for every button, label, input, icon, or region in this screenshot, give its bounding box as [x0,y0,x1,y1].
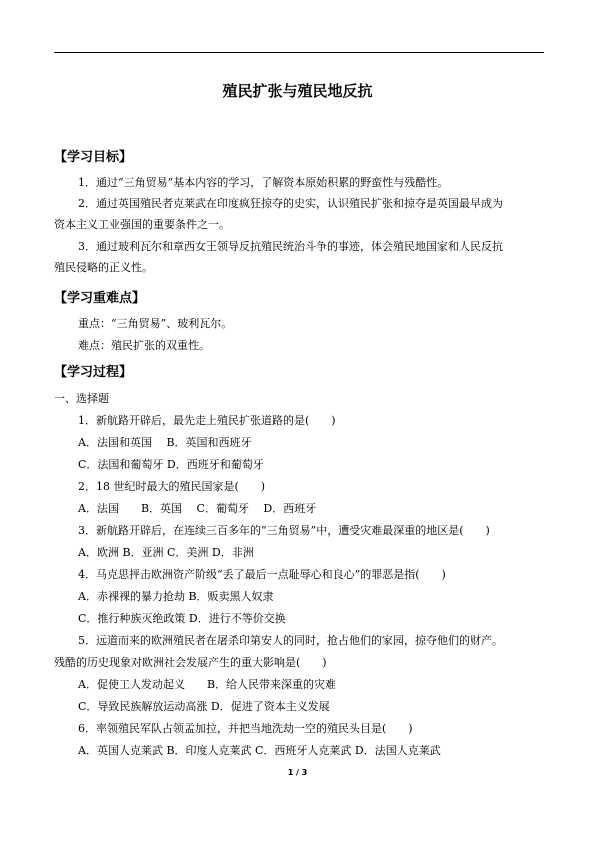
option-line: C．导致民族解放运动高涨 D．促进了资本主义发展 [78,700,330,713]
question-line-continued: 残酷的历史现象对欧洲社会发展产生的重大影响是( ) [54,656,327,669]
goals-heading: 【学习目标】 [54,150,133,165]
goals-line-1: 1．通过“三角贸易”基本内容的学习，了解资本原始积累的野蛮性与残酷性。 [78,176,449,189]
page-title: 殖民扩张与殖民地反抗 [222,82,373,100]
goals-line-5: 殖民侵略的正义性。 [54,261,153,274]
question-line: 5．远道而来的欧洲殖民者在屠杀印第安人的同时，抢占他们的家园，掠夺他们的财产。 [78,634,503,647]
question-line: 4．马克思抨击欧洲资产阶级“丢了最后一点耻辱心和良心”的罪恶是指( ) [78,568,446,581]
option-line: A．促使工人发动起义 B．给人民带来深重的灾难 [78,678,337,691]
keypoints-line-2: 难点：殖民扩张的双重性。 [78,339,210,352]
page-number: 1 / 3 [287,768,308,777]
goals-line-4: 3．通过玻利瓦尔和章西女王领导反抗殖民统治斗争的事迹，体会殖民地国家和人民反抗 [78,240,503,253]
keypoints-heading: 【学习重难点】 [54,291,146,306]
process-subheading: 一、选择题 [54,392,109,405]
question-line: 3．新航路开辟后，在连续三百多年的“三角贸易”中，遭受灾难最深重的地区是( ) [78,524,490,537]
option-line: C．法国和葡萄牙 D．西班牙和葡萄牙 [78,458,264,471]
option-line: A．法国 B．英国 C．葡萄牙 D．西班牙 [78,502,317,515]
option-line: C．推行种族灭绝政策 D．进行不等价交换 [78,612,286,625]
question-line: 1．新航路开辟后，最先走上殖民扩张道路的是( ) [78,414,336,427]
header-rule [54,52,544,53]
keypoints-line-1: 重点：“三角贸易”、玻利瓦尔。 [78,317,233,330]
process-heading: 【学习过程】 [54,365,133,380]
option-line: A．赤裸裸的暴力抢劫 B．贩卖黑人奴隶 [78,590,274,603]
question-line: 6．率领殖民军队占领孟加拉，并把当地洗劫一空的殖民头目是( ) [78,722,413,735]
option-line: A．欧洲 B．亚洲 C．美洲 D．非洲 [78,546,254,559]
option-line: A．英国人克莱武 B．印度人克莱武 C．西班牙人克莱武 D．法国人克莱武 [78,744,441,757]
goals-line-2: 2．通过英国殖民者克莱武在印度疯狂掠夺的史实，认识殖民扩张和掠夺是英国最早成为 [78,197,503,210]
question-line: 2．18 世纪时最大的殖民国家是( ) [78,480,266,493]
option-line: A．法国和英国 B．英国和西班牙 [78,436,252,449]
goals-line-3: 资本主义工业强国的重要条件之一。 [54,218,230,231]
